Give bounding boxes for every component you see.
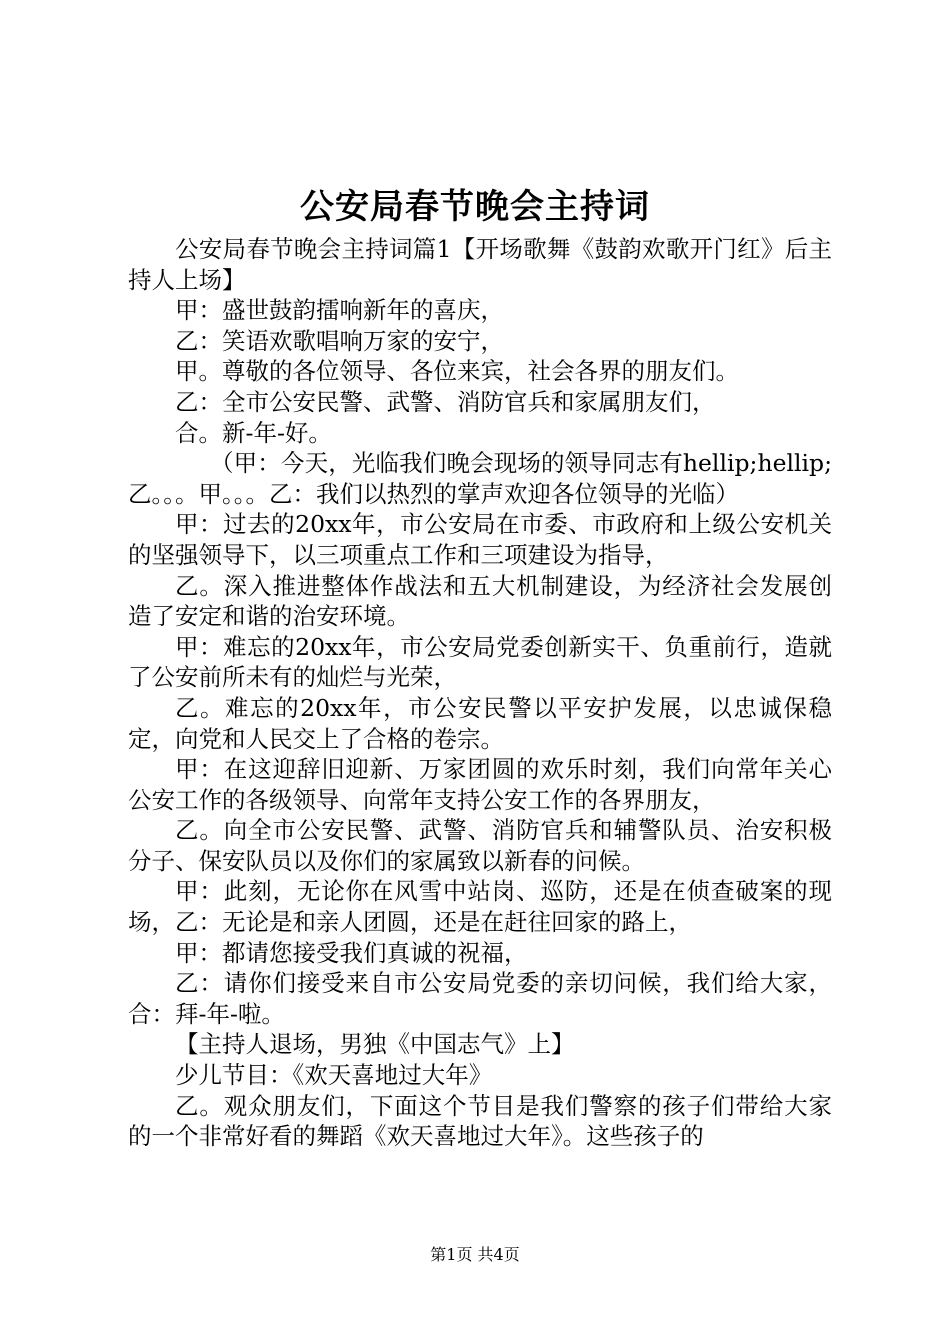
document-title: 公安局春节晚会主持词 (300, 187, 650, 227)
paragraph: 甲：都请您接受我们真诚的祝福， (175, 938, 528, 967)
paragraph: 乙。观众朋友们，下面这个节目是我们警察的孩子们带给大家的一个非常好看的舞蹈《欢天喜地过大年》。这些孩子的 (128, 1091, 832, 1151)
page-footer: 第1页 共4页 (430, 1245, 520, 1264)
paragraph: 乙：全市公安民警、武警、消防官兵和家属朋友们， (175, 387, 716, 416)
paragraph: 甲：盛世鼓韵擂响新年的喜庆， (175, 296, 504, 325)
paragraph: 甲：难忘的20xx年，市公安局党委创新实干、负重前行，造就了公安前所未有的灿烂与光荣， (128, 632, 832, 692)
paragraph: 少儿节目：《欢天喜地过大年》 (175, 1061, 493, 1090)
paragraph: 甲：在这迎辞旧迎新、万家团圆的欢乐时刻，我们向常年关心公安工作的各级领导、向常年支持公安工作的各界朋友， (128, 755, 832, 814)
paragraph: （甲：今天，光临我们晚会现场的领导同志有hellip;hellip;乙。。。甲。。。乙：我们以热烈的掌声欢迎各位领导的光临） (128, 449, 832, 508)
paragraph: 乙：请你们接受来自市公安局党委的亲切问候，我们给大家，合：拜-年-啦。 (128, 969, 832, 1028)
paragraph: 合。新-年-好。 (175, 418, 332, 447)
paragraph: 【主持人退场，男独《中国志气》上】 (175, 1030, 575, 1059)
paragraph: 乙：笑语欢歌唱响万家的安宁， (175, 326, 504, 355)
paragraph: 乙。深入推进整体作战法和五大机制建设，为经济社会发展创造了安定和谐的治安环境。 (128, 571, 832, 631)
paragraph: 乙。难忘的20xx年，市公安民警以平安护发展，以忠诚保稳定，向党和人民交上了合格的卷宗。 (128, 693, 832, 753)
paragraph: 甲：过去的20xx年，市公安局在市委、市政府和上级公安机关的坚强领导下，以三项重点工作和三项建设为指导， (128, 510, 832, 569)
paragraph: 公安局春节晚会主持词篇1【开场歌舞《鼓韵欢歌开门红》后主持人上场】 (128, 235, 832, 294)
document-body (128, 234, 832, 1152)
paragraph: 甲：此刻，无论你在风雪中站岗、巡防，还是在侦查破案的现场，乙：无论是和亲人团圆，还是在赶往回家的路上， (128, 877, 832, 937)
paragraph: 乙。向全市公安民警、武警、消防官兵和辅警队员、治安积极分子、保安队员以及你们的家属致以新春的问候。 (128, 816, 832, 875)
paragraph: 甲。尊敬的各位领导、各位来宾，社会各界的朋友们。 (175, 357, 739, 386)
